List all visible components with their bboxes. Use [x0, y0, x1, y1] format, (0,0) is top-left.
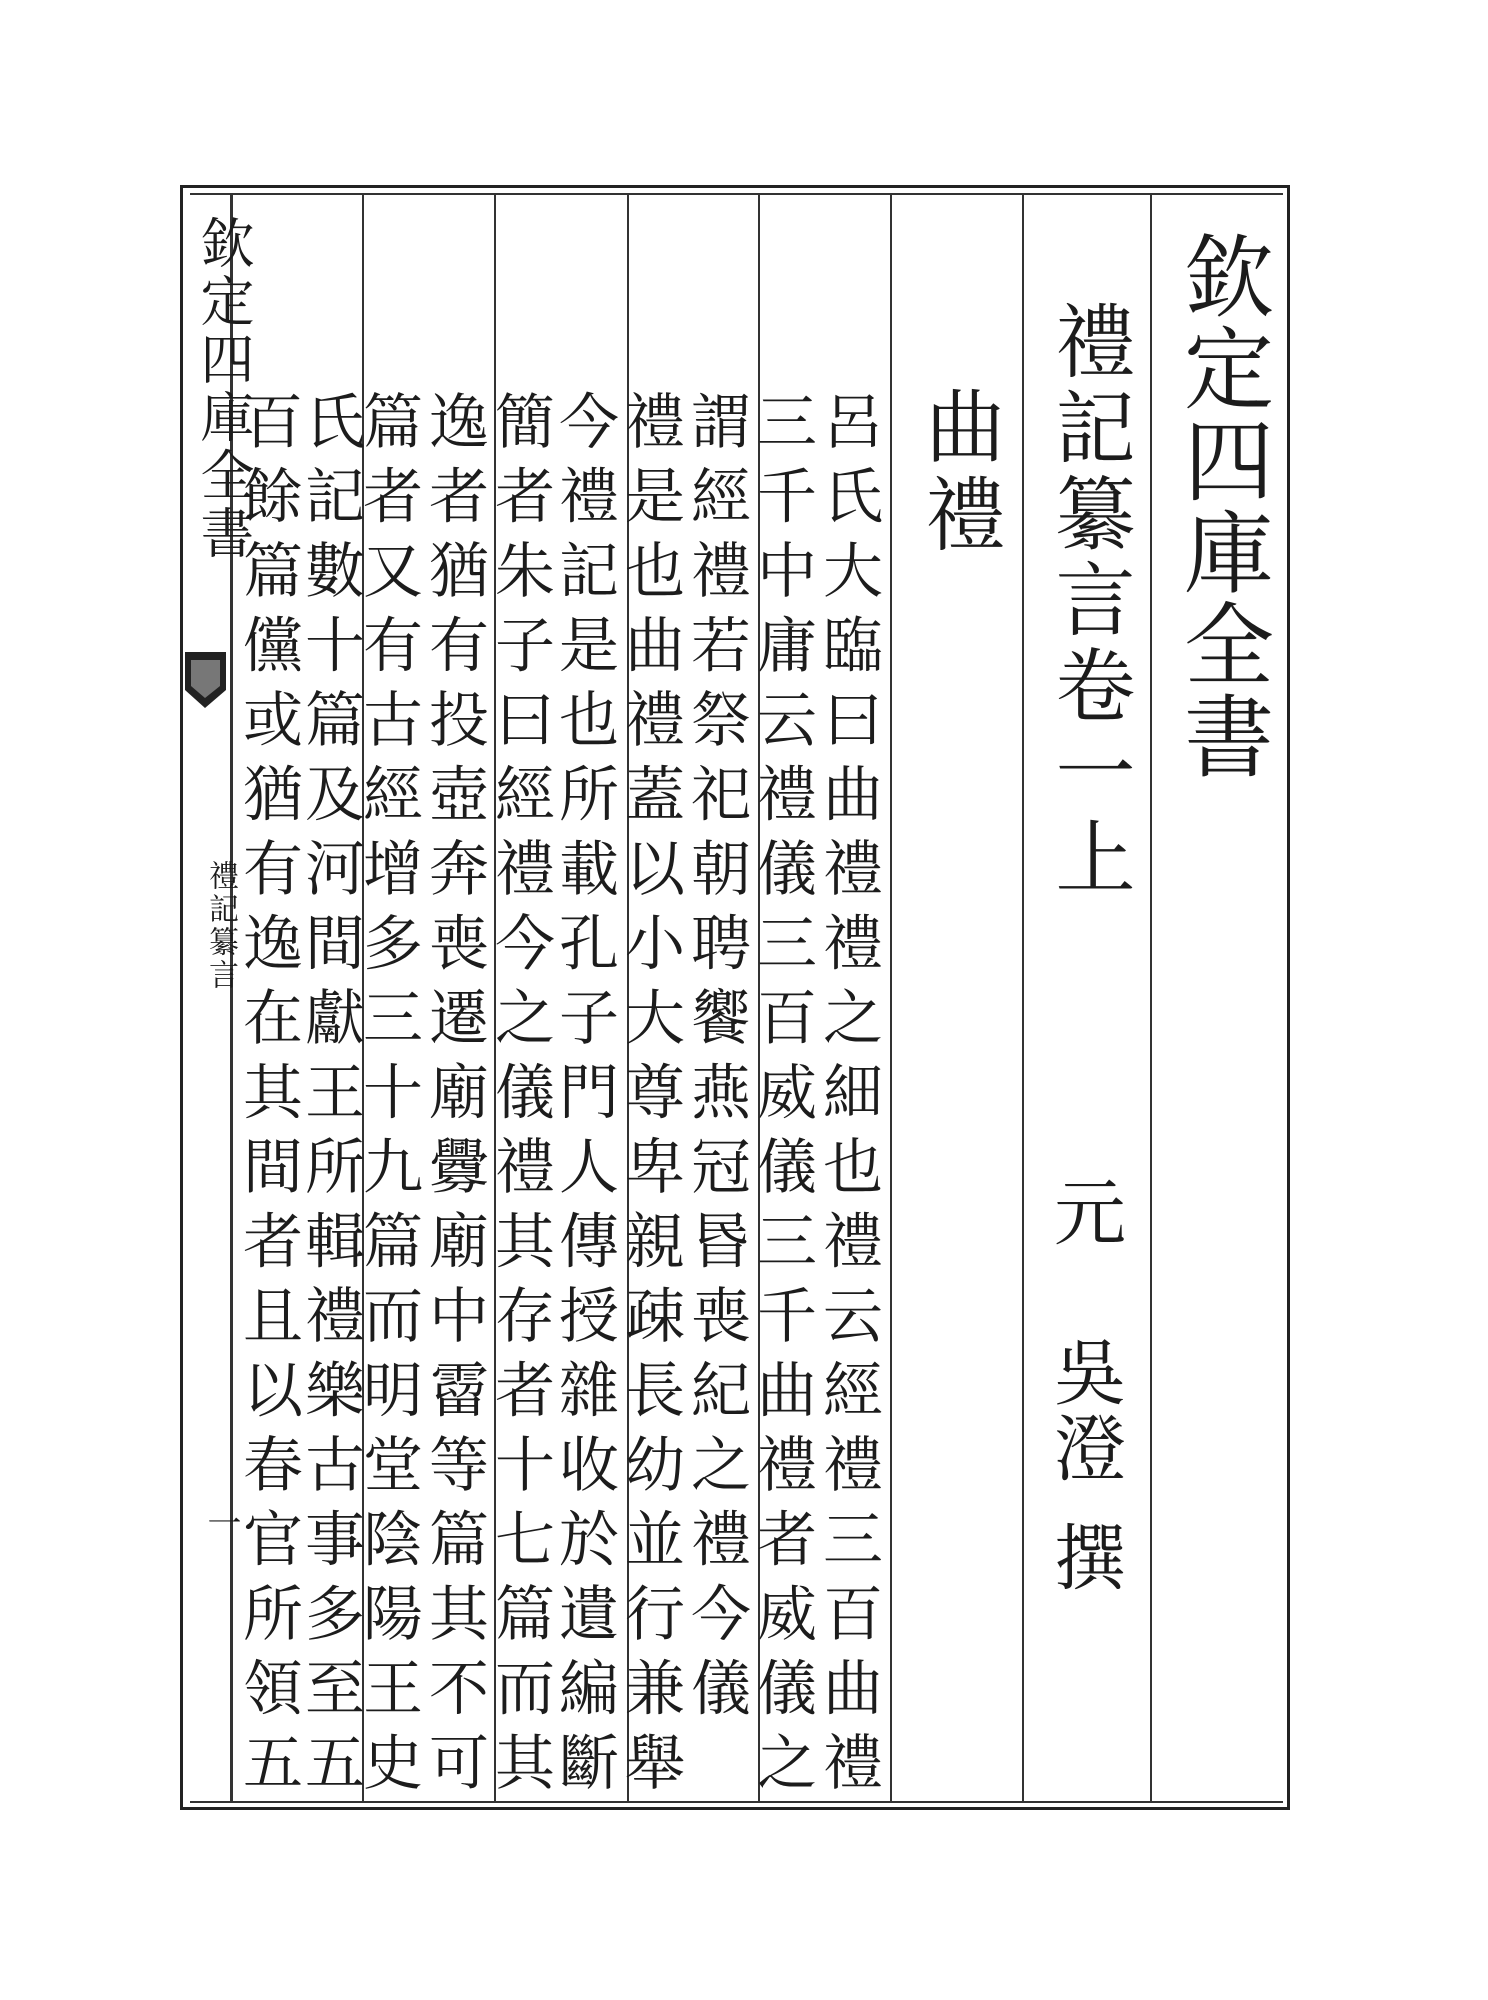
text-column-3: 謂經禮若祭祀朝聘饗燕冠昬喪紀之禮今儀 [681, 390, 751, 1731]
edge-series-title: 欽定四庫全書 [192, 215, 255, 563]
author-name: 吳澄 [1042, 1335, 1126, 1487]
text-column-9: 氏記數十篇及河間獻王所輯禮樂古事多至五 [295, 390, 365, 1806]
text-column-2: 三千中庸云禮儀三百威儀三千曲禮者威儀之 [747, 390, 817, 1806]
text-column-1: 呂氏大臨曰曲禮禮之細也禮云經禮三百曲禮 [813, 390, 883, 1806]
volume-title: 禮記纂言卷一上 [1042, 300, 1135, 902]
text-column-6: 簡者朱子曰經禮今之儀禮其存者十七篇而其 [485, 390, 555, 1806]
fishtail-mark [183, 650, 228, 710]
text-column-7: 逸者猶有投壺奔喪遷廟釁廟中霤等篇其不可 [419, 390, 489, 1806]
section-title: 曲禮 [912, 385, 1005, 561]
column-rule [1022, 193, 1024, 1803]
column-rule [890, 193, 892, 1803]
text-column-5: 今禮記是也所載孔子門人傳授雜收於遺編斷 [549, 390, 619, 1806]
text-column-10: 百餘篇儻或猶有逸在其間者且以春官所領五 [233, 390, 303, 1806]
edge-book-title: 禮記纂言 [203, 860, 238, 992]
edge-page-number: 一 [201, 1505, 241, 1539]
column-rule [1150, 193, 1152, 1803]
author-dynasty: 元 [1042, 1175, 1126, 1247]
text-column-8: 篇者又有古經增多三十九篇而明堂陰陽王史 [353, 390, 423, 1806]
text-column-4: 禮是也曲禮蓋以小大尊卑親疎長幼並行兼舉 [615, 390, 685, 1806]
series-title: 欽定四庫全書 [1168, 230, 1273, 782]
author-verb: 撰 [1042, 1520, 1126, 1592]
